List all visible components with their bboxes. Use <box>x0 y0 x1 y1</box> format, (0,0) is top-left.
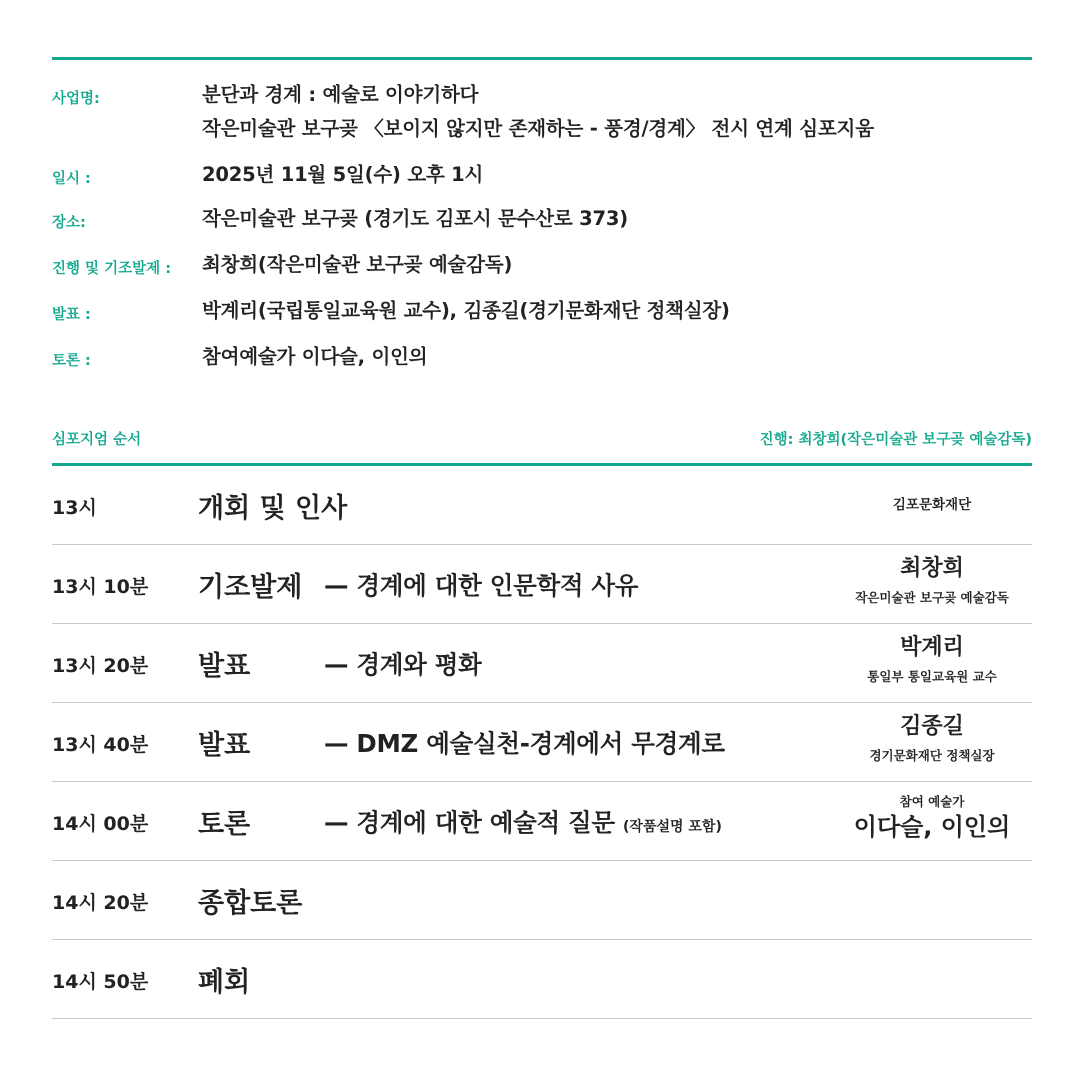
schedule-time: 14시 20분 <box>52 892 149 914</box>
speaker-affiliation: 작은미술관 보구곶 예술감독 <box>855 590 1009 605</box>
schedule-host: 진행: 최창희(작은미술관 보구곶 예술감독) <box>759 432 1032 448</box>
schedule-item-subtitle: — 경계와 평화 <box>324 650 482 679</box>
speaker-affiliation: 통일부 통일교육원 교수 <box>867 669 997 684</box>
info-value: 박계리(국립통일교육원 교수), 김종길(경기문화재단 정책실장) <box>202 299 730 322</box>
schedule-time: 13시 10분 <box>52 576 149 598</box>
schedule-item-title: 종합토론 <box>198 888 303 919</box>
schedule-row <box>52 782 1032 861</box>
schedule-item-title: 기조발제 <box>198 572 303 603</box>
info-value: 참여예술가 이다슬, 이인의 <box>202 345 428 368</box>
info-value: 최창희(작은미술관 보구곶 예술감독) <box>202 253 513 276</box>
speaker-affiliation: 김포문화재단 <box>892 497 972 513</box>
speaker-name: 이다슬, 이인의 <box>853 813 1011 841</box>
info-label: 장소: <box>52 215 86 231</box>
schedule-speaker <box>832 555 1032 607</box>
info-label: 발표 : <box>52 307 91 323</box>
schedule-row <box>52 861 1032 940</box>
schedule-item-subtitle: — DMZ 예술실천-경계에서 무경계로 <box>324 729 725 758</box>
schedule-time: 13시 20분 <box>52 655 149 677</box>
schedule-item-title: 토론 <box>198 809 251 840</box>
schedule-row <box>52 940 1032 1019</box>
schedule-header <box>52 428 1032 452</box>
info-label: 일시 : <box>52 171 91 187</box>
subtitle-text: — 경계에 대한 예술적 질문 <box>324 808 615 837</box>
speaker-affiliation: 경기문화재단 정책실장 <box>869 748 995 763</box>
subtitle-note: (작품설명 포함) <box>623 819 722 835</box>
schedule-row <box>52 545 1032 624</box>
info-label: 토론 : <box>52 353 91 369</box>
schedule-item-subtitle <box>324 804 722 839</box>
schedule-item-title: 폐회 <box>198 967 251 998</box>
info-label: 진행 및 기조발제 : <box>52 261 171 277</box>
info-value: 2025년 11월 5일(수) 오후 1시 <box>202 163 484 186</box>
schedule-speaker <box>832 713 1032 765</box>
schedule-row <box>52 624 1032 703</box>
schedule-item-title: 개회 및 인사 <box>198 493 348 524</box>
schedule-title: 심포지엄 순서 <box>52 432 142 448</box>
info-label: 사업명: <box>52 91 100 107</box>
info-value: 작은미술관 보구곶 〈보이지 않지만 존재하는 - 풍경/경계〉 전시 연계 심포지움 <box>202 117 874 140</box>
schedule-speaker <box>832 634 1032 686</box>
schedule-speaker <box>832 794 1032 842</box>
schedule-speaker <box>832 496 1032 514</box>
speaker-name: 최창희 <box>900 556 964 581</box>
schedule-item-title: 발표 <box>198 651 251 682</box>
schedule-item-subtitle: — 경계에 대한 인문학적 사유 <box>324 571 639 600</box>
schedule-item-title: 발표 <box>198 730 251 761</box>
speaker-role: 참여 예술가 <box>899 794 965 809</box>
info-value: 작은미술관 보구곶 (경기도 김포시 문수산로 373) <box>202 207 628 230</box>
schedule-time: 13시 <box>52 497 97 519</box>
speaker-name: 박계리 <box>900 635 964 660</box>
schedule-row <box>52 703 1032 782</box>
top-divider <box>52 57 1032 60</box>
schedule-time: 13시 40분 <box>52 734 149 756</box>
schedule-time: 14시 50분 <box>52 971 149 993</box>
schedule-time: 14시 00분 <box>52 813 149 835</box>
schedule-row <box>52 466 1032 545</box>
schedule-table <box>52 466 1032 1019</box>
speaker-name: 김종길 <box>900 714 964 739</box>
info-value: 분단과 경계 : 예술로 이야기하다 <box>202 83 479 106</box>
